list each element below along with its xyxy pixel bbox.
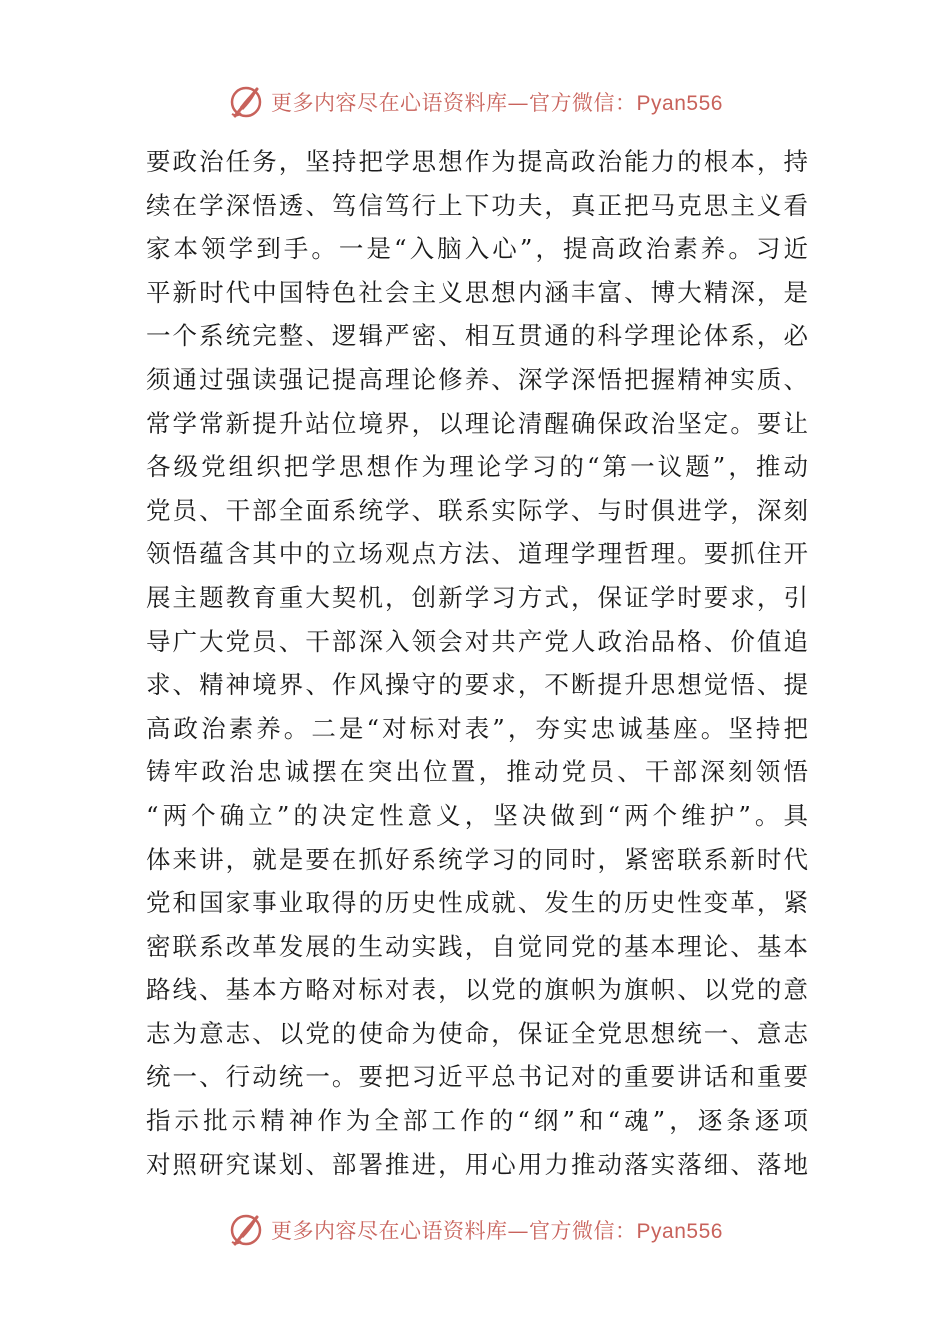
body-line: 领悟蕴含其中的立场观点方法、道理学理哲理。要抓住开: [146, 539, 808, 569]
body-line: 家本领学到手。一是“入脑入心”，提高政治素养。习近: [146, 234, 808, 264]
body-line: 党员、干部全面系统学、联系实际学、与时俱进学，深刻: [146, 495, 808, 525]
body-line: 高政治素养。二是“对标对表”，夯实忠诚基座。坚持把: [146, 713, 808, 743]
body-line: 路线、基本方略对标对表，以党的旗帜为旗帜、以党的意: [146, 975, 808, 1005]
footer-banner-text: [271, 1215, 723, 1245]
document-body: [146, 140, 808, 1186]
body-line: 求、精神境界、作风操守的要求，不断提升思想觉悟、提: [146, 670, 808, 700]
header-banner-label: 更多内容尽在心语资料库—官方微信：: [271, 91, 637, 115]
body-line: 平新时代中国特色社会主义思想内涵丰富、博大精深，是: [146, 277, 808, 307]
body-line: 指示批示精神作为全部工作的“纲”和“魂”，逐条逐项: [146, 1106, 808, 1136]
body-line: 须通过强读强记提高理论修养、深学深悟把握精神实质、: [146, 364, 808, 394]
footer-wechat-handle: Pyan556: [636, 1220, 723, 1243]
body-line: 续在学深悟透、笃信笃行上下功夫，真正把马克思主义看: [146, 190, 808, 220]
header-wechat-handle: Pyan556: [636, 92, 723, 115]
body-line: 导广大党员、干部深入领会对共产党人政治品格、价值追: [146, 626, 808, 656]
body-line: 要政治任务，坚持把学思想作为提高政治能力的根本，持: [146, 147, 808, 176]
body-line: 铸牢政治忠诚摆在突出位置，推动党员、干部深刻领悟: [146, 757, 808, 787]
body-line: 统一、行动统一。要把习近平总书记对的重要讲话和重要: [146, 1062, 808, 1092]
header-banner: [0, 80, 950, 124]
body-line: 对照研究谋划、部署推进，用心用力推动落实落细、落地: [146, 1149, 808, 1179]
body-line: 常学常新提升站位境界，以理论清醒确保政治坚定。要让: [146, 408, 808, 438]
body-line: 一个系统完整、逻辑严密、相互贯通的科学理论体系，必: [146, 321, 808, 351]
footer-banner: [0, 1208, 950, 1252]
body-line: 各级党组织把学思想作为理论学习的“第一议题”，推动: [146, 452, 808, 482]
footer-banner-label: 更多内容尽在心语资料库—官方微信：: [271, 1219, 637, 1243]
body-line: 体来讲，就是要在抓好系统学习的同时，紧密联系新时代: [146, 844, 808, 874]
body-line: 党和国家事业取得的历史性成就、发生的历史性变革，紧: [146, 888, 808, 918]
body-line: “两个确立”的决定性意义，坚决做到“两个维护”。具: [146, 800, 808, 830]
body-line: 展主题教育重大契机，创新学习方式，保证学时要求，引: [146, 582, 808, 612]
header-banner-text: [271, 87, 723, 117]
quill-pen-logo-icon: [227, 1211, 265, 1249]
quill-pen-logo-icon: [227, 83, 265, 121]
body-line: 密联系改革发展的生动实践，自觉同党的基本理论、基本: [146, 931, 808, 961]
body-line: 志为意志、以党的使命为使命，保证全党思想统一、意志: [146, 1018, 808, 1048]
